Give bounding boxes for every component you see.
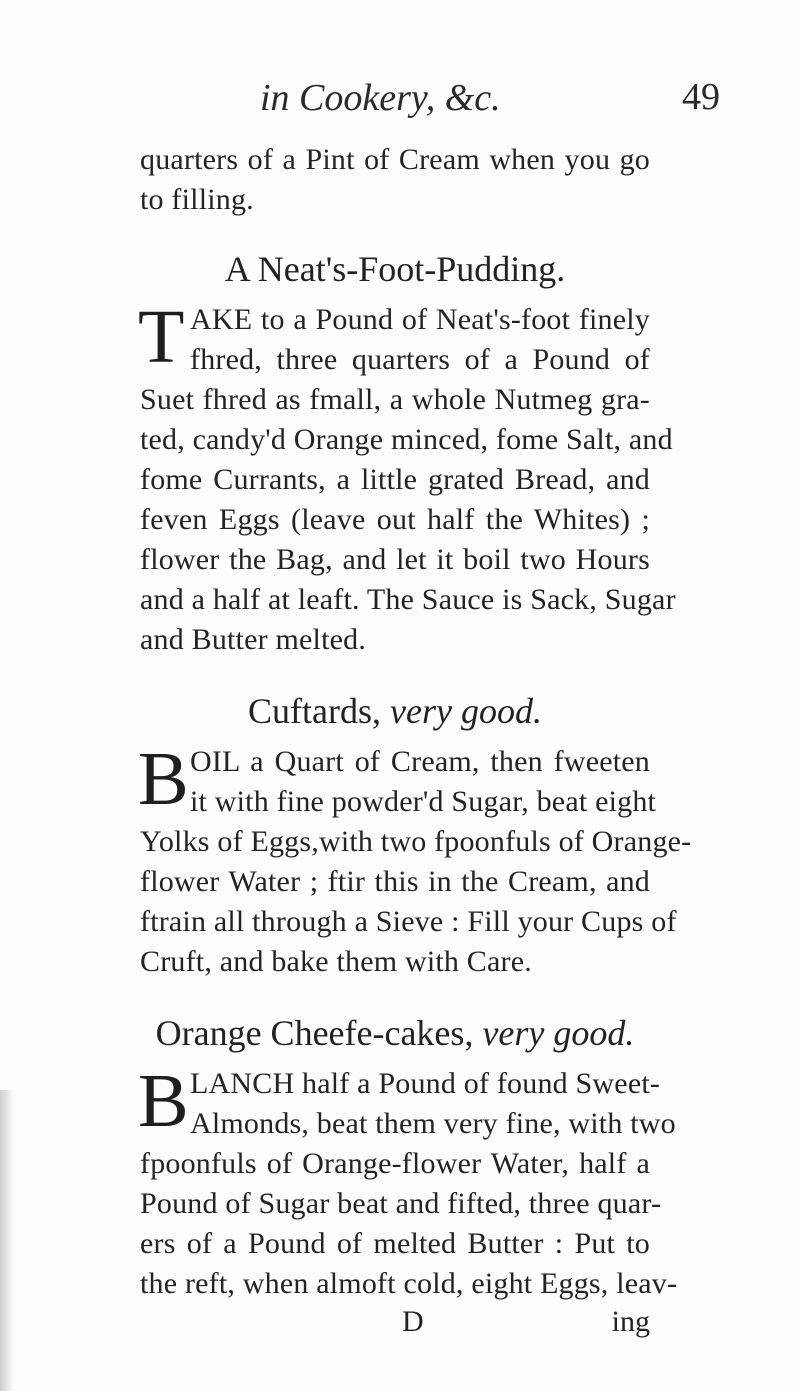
recipe-line: flower Water ; ftir this in the Cream, and: [140, 865, 650, 898]
continuation-line: quarters of a Pint of Cream when you go: [140, 143, 650, 176]
recipe-heading: [140, 688, 650, 734]
page-number: 49: [682, 76, 720, 118]
recipe-line: ers of a Pound of melted Butter : Put to: [140, 1227, 650, 1260]
running-title: in Cookery, &c.: [260, 77, 501, 119]
drop-cap: B: [138, 1059, 189, 1143]
recipe-heading-text: Cuftards,: [248, 691, 391, 731]
continuation-line: to filling.: [140, 183, 254, 216]
recipe-line: Yolks of Eggs,with two fpoonfuls of Orange-: [140, 825, 692, 858]
drop-cap: B: [138, 737, 189, 821]
recipe-line: fpoonfuls of Orange-flower Water, half a: [140, 1147, 650, 1180]
catchword: ing: [611, 1305, 650, 1338]
recipe-line: Suet fhred as fmall, a whole Nutmeg gra-: [140, 383, 650, 416]
page-footer: [140, 1302, 650, 1342]
recipe-line: feven Eggs (leave out half the Whites) ;: [140, 503, 650, 536]
recipe-heading-text: A Neat's-Foot-Pudding.: [224, 249, 566, 289]
recipe-line: and a half at leaft. The Sauce is Sack, Sugar: [140, 583, 676, 616]
recipe-line: fhred, three quarters of a Pound of: [190, 343, 650, 376]
recipe-line: AKE to a Pound of Neat's-foot finely: [190, 303, 650, 336]
recipe-line: OIL a Quart of Cream, then fweeten: [190, 745, 650, 778]
recipe-line: Almonds, beat them very fine, with two: [190, 1107, 676, 1140]
running-head: [260, 72, 720, 122]
recipe-line: and Butter melted.: [140, 623, 367, 656]
signature-mark: D: [402, 1305, 424, 1338]
recipe-heading: [140, 246, 650, 292]
recipe-line: fome Currants, a little grated Bread, and: [140, 463, 650, 496]
page-edge-shadow: [0, 1090, 14, 1391]
recipe-line: it with fine powder'd Sugar, beat eight: [190, 785, 657, 818]
drop-cap: T: [138, 295, 185, 379]
recipe-line: flower the Bag, and let it boil two Hours: [140, 543, 650, 576]
recipe-line: ftrain all through a Sieve : Fill your Cups of: [140, 905, 677, 938]
recipe-line: the reft, when almoft cold, eight Eggs, leav-: [140, 1267, 678, 1300]
recipe-line: Cruft, and bake them with Care.: [140, 945, 532, 978]
recipe-heading-italic: very good.: [482, 1013, 635, 1053]
recipe-line: LANCH half a Pound of found Sweet-: [190, 1067, 661, 1100]
recipe-heading-italic: very good.: [390, 691, 542, 731]
recipe-heading-text: Orange Cheefe-cakes,: [155, 1013, 483, 1053]
recipe-heading: [140, 1010, 650, 1056]
recipe-line: ted, candy'd Orange minced, fome Salt, and: [140, 423, 673, 456]
recipe-line: Pound of Sugar beat and fifted, three quar-: [140, 1187, 662, 1220]
